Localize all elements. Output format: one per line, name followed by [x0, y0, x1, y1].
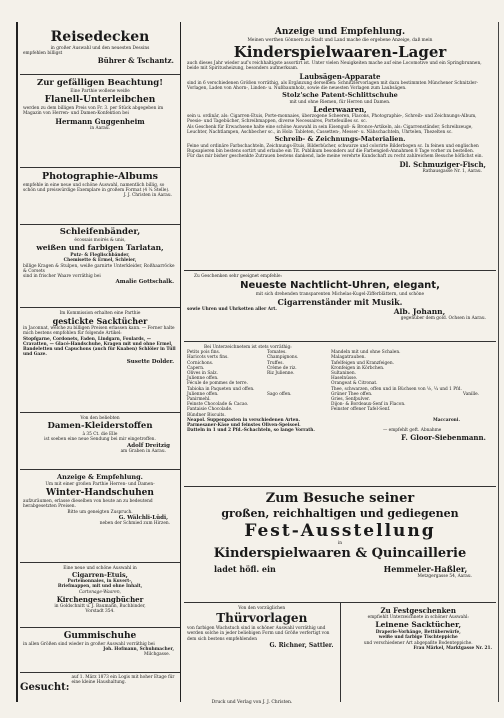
ad-text: auf 1. März 1873 ein Logis mit hoher Etage für eine kleine Haushaltung.	[71, 675, 175, 686]
product-item: Thee, schwarzen, offen und in Büchsen von ⅛, ¼ und 1 Pfd.	[331, 386, 462, 392]
ad-title: Zur gefälligen Beachtung!	[37, 78, 163, 88]
ad-text: am Graben in Aarau.	[120, 448, 166, 454]
ad-flanell	[20, 75, 180, 168]
product-item: Panirmehl.	[187, 397, 211, 403]
product-item: Sultaninen.	[331, 371, 356, 377]
product-item: Orangeat & Citronat.	[331, 381, 378, 387]
ad-damen-kleiderstoffe	[20, 413, 180, 470]
ad-text: Maccaroni.	[433, 417, 460, 423]
ad-sacktuecher	[20, 308, 180, 413]
ad-signature: J. J. Christen in Aarau.	[123, 193, 172, 199]
product-item: Dijon- & Bordeaux-Senf in Flacon.	[331, 402, 406, 408]
ad-text: mit und ohne Riemen, für Herren und Damen.	[289, 100, 391, 106]
ad-text: Als Geschenk für Erwachsene halte eine schöne Auswahl in sein Eisenguß- & Bronce-Artikeln, als: Cigarrenständer, Schreibzeuge, Leuchter, Nachtlampen, Aschbecher sc., in Holz: Tableten, Cassetten-, Messer- u. Nähschachteln, Uhrtelen, Thezelten sc.	[187, 124, 473, 135]
product-list-3	[331, 350, 463, 418]
ad-text: sowie Uhren und Uhrketten aller Art.	[187, 307, 277, 313]
ad-signature: Bührer & Tschantz.	[97, 56, 174, 66]
product-item: Haselnüsse.	[331, 376, 358, 382]
product-item: Sago offen.	[267, 391, 292, 397]
product-item: Fécule de pommes de terre.	[187, 381, 248, 387]
ad-title: gestickte Sacktücher	[52, 316, 148, 327]
product-item: Kronfeigen in Körbchen.	[331, 365, 385, 371]
ad-text: Briefmappen, mit und ohne Inhalt,	[57, 584, 143, 590]
ad-signature: Hermann Guggenheim	[55, 116, 145, 126]
ad-title: Anzeige und Empfehlung.	[274, 27, 406, 37]
ad-signature: G. Richner, Sattler.	[269, 641, 334, 649]
ad-nachtlicht-uhren	[184, 271, 496, 342]
ad-text: Von den vorzüglichen	[238, 606, 286, 611]
ad-text: Bitte um geneigten Zuspruch.	[67, 509, 133, 515]
ad-title: Zum Besuche seiner	[265, 491, 415, 506]
ad-subtitle: Cigarrenständer mit Musik.	[277, 297, 403, 308]
ad-text: neben der Schmied zum Hirzen.	[99, 520, 170, 526]
ad-title: Photographie-Albums	[42, 171, 158, 182]
ad-text: aufzuräumen, erlasse dieselben von heute an zu bedeutend herabgesetzten Preisen.	[23, 499, 153, 510]
product-item: Cornichons.	[187, 360, 214, 366]
product-item: Crème de riz.	[267, 365, 297, 371]
ad-photo-albums	[20, 168, 180, 225]
ad-text: in	[337, 541, 343, 546]
product-item: Capern.	[187, 365, 205, 371]
ad-text: Parmesaner-Käse und feinstes Oliven-Speisoel.	[187, 423, 301, 429]
ad-text: sein u. ordinär, als: Cigarren-Etuis, Porte-monnaies, überzogene Scheeren, Flacons, Photographie-, Schreib- und Zeichnungs-Album, Poesie- und Tagebücher, Schreibmappen, diverse Necessaires, Portefeuilles sc. sc.	[187, 114, 477, 125]
ad-subtitle: weißen und farbigen Tarlatan,	[36, 243, 164, 253]
ad-text: weiße und farbige Tischteppiche	[378, 635, 458, 641]
ad-signature: Hemmeler-Haßler,	[383, 564, 468, 575]
ad-subtitle: Winter-Handschuhen	[46, 488, 154, 499]
ad-text: ladet höfl. ein	[214, 564, 276, 575]
ad-text: Metzgergasse 54, Aarau.	[417, 574, 472, 580]
ad-text: in Jaconnat, welche zu billigen Preisen erlassen kann. — Ferner halte mich bestens empfohlen für folgende Artikel:	[23, 326, 175, 337]
ad-title: Anzeige & Empfehlung.	[57, 473, 143, 481]
ad-winter-handschuhe	[20, 470, 180, 563]
ad-title: Cigarren-Etuis,	[72, 571, 128, 580]
ad-title: Gesucht:	[20, 682, 70, 693]
ad-text: Rathausgasse Nr. 1, Aarau.	[422, 168, 482, 174]
ad-text: Cartonage-Waaren,	[79, 589, 121, 595]
ad-text: à 35 Ct. die Elle	[82, 432, 118, 438]
ad-signature: G. Wälchli-Lüdi,	[118, 514, 168, 521]
ad-kinderspielwaaren-lager	[184, 22, 496, 271]
ad-text: Meinen werthen Gönnern zu Stadt und Land mache die ergebene Anzeige, daß mein	[247, 38, 433, 43]
ad-text: auch dieses Jahr wieder auf's reichhaltigste assortirt ist. Unter vielen Neuigkeiten mache auf eine Locomotive und ein Springbrunnen, beide mit Spiritusheizung, besonders aufmerksam.	[187, 61, 482, 72]
ad-subtitle: Flanell-Unterleibchen	[44, 95, 156, 106]
product-item: Fantaisie Chocolade.	[187, 407, 233, 413]
ad-title: Thürvorlagen	[216, 611, 308, 626]
ad-title: Gummischuhe	[63, 631, 137, 641]
ad-subtitle: Leinene Sacktücher,	[375, 620, 462, 630]
ad-bottom-row	[184, 603, 496, 702]
ad-headline: Kinderspielwaaren-Lager	[233, 43, 447, 62]
ad-text: in großer Auswahl und den neuesten Dessins	[50, 46, 150, 51]
product-item: Tafelfeigen und Kranzfeigen.	[331, 360, 394, 366]
product-item: Gries, Senfpulver.	[331, 397, 370, 403]
ad-thuervorlagen	[184, 603, 341, 702]
ad-signature: Susette Dolder.	[126, 359, 174, 366]
ad-text: Milchgasse.	[144, 652, 170, 658]
ad-kolonialwaaren	[184, 342, 496, 487]
newspaper-page	[16, 22, 499, 702]
ad-signature: Amalie Gottschalk.	[115, 279, 174, 286]
product-list-4	[463, 350, 493, 418]
ad-text: mit sich drehenden transparenten Michelas-Kugel-Zifferblättern, und schöne	[255, 292, 425, 298]
product-item: Julienne offen.	[187, 391, 219, 397]
ad-gummischuhe	[20, 628, 180, 673]
product-list-1	[187, 350, 267, 418]
ad-signature: Joh. Hofmann, Schuhmacher,	[103, 647, 174, 653]
ad-headline: Kinderspielwaaren & Quincaillerie	[213, 546, 467, 562]
ad-headline: Fest-Ausstellung	[244, 521, 436, 541]
ad-text: Eine Parthie wollene weiße	[70, 89, 130, 94]
product-list-2	[267, 350, 331, 418]
ad-text: in Aarau.	[90, 125, 110, 131]
product-item: Grüner Thee offen.	[331, 391, 373, 397]
ad-text: Bei Unterzeichnetem ist stets vorräthig:	[204, 345, 292, 350]
ad-text: gegenüber dem gold. Ochsen in Aarau.	[400, 316, 486, 322]
product-item: Feinster offener Tafel-Senf.	[331, 407, 391, 413]
right-column	[184, 22, 496, 702]
ad-text: Vorstadt 354.	[85, 609, 115, 615]
product-item: Tomates.	[267, 350, 287, 356]
ad-signature: Adolf Dreitzig	[126, 442, 170, 449]
ad-text: werden zu dem billigen Preis von Fr. 3. per Stück abgegeben im Magazin von Herren- und Damen-Konfektion bei	[23, 106, 164, 117]
ad-text: Draperie-Vorhänge, Bettüberwürfe,	[375, 630, 461, 636]
ad-text: empfehle in eine neue und schöne Auswahl, namentlich billig, so schön und preiswürdige Exemplare in großem Format (4 ¼ Stelle).	[23, 183, 170, 194]
ad-subtitle: Schreib- & Zeichnungs-Materialien.	[274, 135, 406, 144]
ad-text: Portemonnaies, in Kuvert-,	[67, 579, 133, 585]
product-item: Vanille.	[463, 391, 480, 397]
ad-text: empfiehlt Unterzeichnete in schöner Auswahl:	[367, 615, 469, 620]
product-item: Olives in Salz.	[187, 371, 218, 377]
ad-text: in allen Größen sind wieder in großer Auswahl vorräthig bei	[23, 642, 155, 647]
ad-text: ist soeben eine neue Sendung bei mir eingetroffen.	[44, 437, 156, 443]
ad-text: Von den beliebten	[80, 416, 120, 421]
ad-text: Für das mir bisher geschenkte Zutrauen bestens dankend, lade meine verehrte Kundschaft zu recht zahlreichem Besuche höflichst ein.	[187, 154, 483, 160]
product-item: Haricots verts fins.	[187, 355, 229, 361]
product-item: Feinste Chocolade & Cacao.	[187, 402, 249, 408]
ad-reisedecken	[20, 22, 180, 75]
ad-text: empfehlen billigst	[23, 51, 63, 57]
ad-text: von farbigen Wachstuch sind in schöner Auswahl vorräthig und werden solche in jeder beliebigen Form und Größe verfertigt von dem sich bestens empfehlenden	[187, 626, 330, 642]
ad-title: Neueste Nachtlicht-Uhren, elegant,	[240, 280, 440, 292]
ad-text: Um mit einer großen Parthie Herren- und Damen-	[45, 482, 155, 487]
ad-title: Reisedecken	[50, 29, 150, 45]
product-item: Tabioka in Paqueten und offen.	[187, 386, 255, 392]
product-item: Petits pois fins.	[187, 350, 221, 356]
printer-footer: Druck und Verlag von J. J. Christen.	[211, 700, 293, 705]
ad-subtitle: Lederwaaren,	[313, 105, 367, 115]
ad-text: billige Kragen & Stulpen, weiße garnirte Unterkleider, Roßhaarröcke & Corsets	[23, 263, 175, 274]
ad-text: Putz- & Fleglischbänder,	[70, 253, 130, 259]
ad-signature: Alb. Johann,	[393, 307, 446, 317]
ad-text: Datteln in 1 und 2 Pfd.-Schachteln, so lange Vorrath.	[187, 428, 315, 434]
ad-title: Damen-Kleiderstoffen	[47, 421, 153, 432]
ad-schleifenbaender	[20, 225, 180, 308]
ad-text: sind in frischer Waare vorräthig bei	[23, 274, 101, 280]
ad-gesucht	[20, 673, 180, 702]
ad-text: — empfehlt geft. Abnahme	[383, 428, 442, 434]
product-item: Truffes.	[267, 360, 284, 366]
left-column	[20, 22, 181, 702]
ad-text: Zu Geschenken sehr geeignet empfehle:	[194, 274, 282, 279]
ad-text: Im Kommission erhalten eine Parthie	[59, 311, 141, 316]
ad-fest-ausstellung	[184, 487, 496, 603]
ad-text: Chemisette & Ermel, Schleier,	[63, 258, 137, 264]
ad-festgeschenke	[341, 603, 497, 702]
ad-subtitle: Laubsägen-Apparate	[299, 71, 381, 81]
product-item: Bündner Biscuits.	[187, 412, 226, 418]
ad-signature: F. Gloor-Siebenmann.	[401, 433, 486, 443]
product-item: Champignons.	[267, 355, 299, 361]
product-item: Mandeln mit und ohne Schalen.	[331, 350, 401, 356]
ad-title: Schleifenbänder,	[59, 227, 141, 237]
product-item: Malagatrauben.	[331, 355, 366, 361]
ad-text: großen, reichhaltigen und gediegenen	[221, 507, 459, 520]
ad-subtitle: Kirchengesangbücher	[56, 594, 144, 604]
ad-text: Eine neue und schöne Auswahl in	[63, 566, 137, 571]
ad-signature: Frau Märkel, Marktgasse Nr. 21.	[413, 645, 492, 651]
ad-title: Zu Festgeschenken	[380, 606, 456, 615]
ad-text: Neapol. Suppenpasten in verschiedenen Arten.	[187, 417, 301, 423]
product-item: Riz Julienne.	[267, 371, 295, 377]
ad-cigarren-etuis	[20, 563, 180, 628]
ad-text: und verschiedener Art abgepaßte Bodenteppiche.	[363, 640, 473, 646]
ad-subtitle: Stolz'sche Patent-Schlittschuhe	[282, 91, 398, 100]
ad-text: Feine und ordinäre Farbschachteln, Zeichnungs-Etuis, Bilderbücher, schwarze und colorirte Bilderbogen sc. In feinen und englischen Rupsapieren bin bestens sortirt und erlaube ein Tit. Publikum besonders auf die Farbengieß-Annahmen 8 Tage vorher zu bestellen.	[187, 144, 479, 155]
ad-text: sind in 6 verschiedenen Größen vorräthig, als Ergänzung derselben: Schnitzlervorlagen mit dazu bestimmten Münchener Schnitzler-Vorlagen, Laden von Ahorn-, Linden- u. Nußbaumholz, sowie die neuesten Vorlagen zum Laubsägen.	[187, 80, 478, 91]
ad-text: in Goldschnitt u. J. Baumann, Buchbinder,	[54, 603, 146, 609]
ad-text: Stopfgarne, Cordonets, Faden, Lindgarn, Foulards, — Cravatten, — Glacé-Handschuhe, Kragen mit und ohne Ermel, Bandeletten und Capuchons (auch für Knaben) Schlöier in Tüll und Gaze.	[23, 336, 176, 358]
ad-signature: Dl. Schmuziger-Fisch,	[399, 159, 486, 169]
product-item: Julienne offen.	[187, 376, 219, 382]
ad-text: écossais moirés & unis,	[74, 238, 126, 243]
